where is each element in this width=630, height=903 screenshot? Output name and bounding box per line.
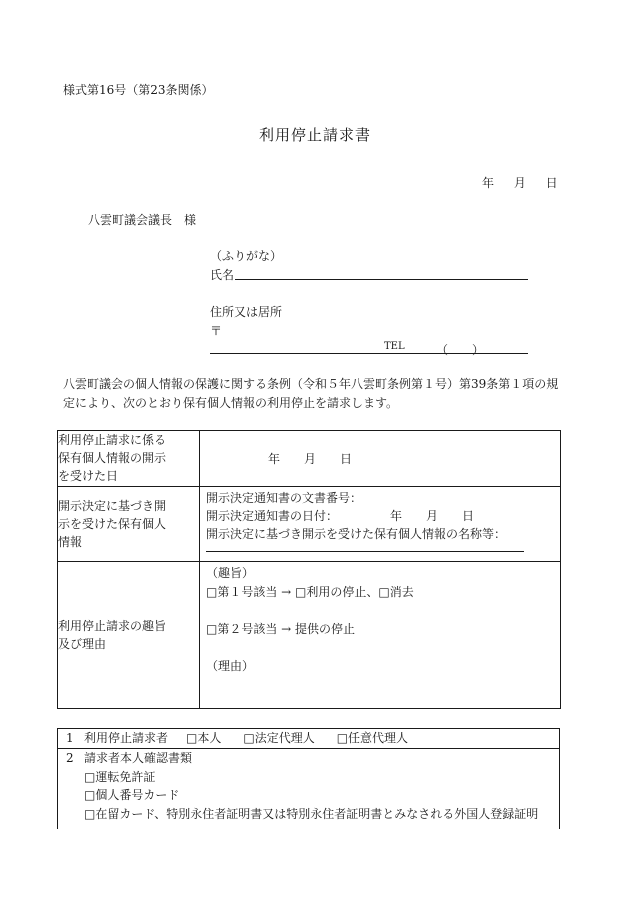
reason-label: （理由） bbox=[206, 659, 255, 673]
furigana-label: （ふりがな） bbox=[210, 249, 283, 263]
label-line: 保有個人情報の開示 bbox=[58, 451, 167, 465]
info-name-label: 開示決定に基づき開示を受けた保有個人情報の名称等： bbox=[206, 527, 507, 541]
address-line bbox=[210, 353, 528, 354]
option-item-2[interactable]: □第２号該当 → 提供の停止 bbox=[206, 622, 356, 636]
item-number: 1 bbox=[66, 731, 74, 745]
request-table bbox=[57, 430, 561, 709]
label-line: を受けた日 bbox=[58, 469, 119, 483]
date-line: 年 月 日 bbox=[482, 176, 558, 190]
option-item-1[interactable]: □第１号該当 → □利用の停止、□消去 bbox=[206, 585, 414, 599]
notice-date-ymd: 年 月 日 bbox=[390, 509, 475, 523]
notice-date-label: 開示決定通知書の日付： bbox=[206, 509, 339, 523]
disclosure-date-label bbox=[58, 431, 200, 487]
table-row bbox=[58, 487, 561, 562]
identity-doc-label: 請求者本人確認書類 bbox=[84, 751, 193, 765]
label-line: 示を受けた保有個人 bbox=[58, 517, 167, 531]
addressee: 八雲町議会議長 様 bbox=[88, 213, 197, 227]
table-row bbox=[58, 431, 561, 487]
label-line: 利用停止請求に係る bbox=[58, 433, 167, 447]
checkbox-my-number-card[interactable]: □個人番号カード bbox=[84, 788, 180, 802]
table-row bbox=[58, 749, 560, 830]
identity-doc-row bbox=[58, 749, 560, 830]
name-label: 氏名 bbox=[210, 268, 235, 282]
label-line: 及び理由 bbox=[58, 637, 107, 651]
form-number: 様式第16号（第23条関係） bbox=[63, 83, 214, 97]
checkbox-drivers-license[interactable]: □運転免許証 bbox=[84, 769, 156, 784]
tel-paren: （ ） bbox=[436, 343, 485, 357]
identity-doc-heading bbox=[66, 749, 559, 768]
label-line: 開示決定に基づき開 bbox=[58, 499, 167, 513]
label-line: 情報 bbox=[58, 535, 83, 549]
purpose-reason-field[interactable] bbox=[200, 562, 561, 709]
table-row bbox=[58, 729, 560, 749]
checkbox-residence-card[interactable]: □在留カード、特別永住者証明書又は特別永住者証明書とみなされる外国人登録証明 bbox=[84, 806, 539, 821]
address-label: 住所又は居所 bbox=[210, 305, 283, 319]
checkbox-self[interactable]: □本人 bbox=[186, 731, 222, 745]
info-name-line bbox=[206, 551, 524, 552]
disclosure-date-value: 年 月 日 bbox=[268, 452, 353, 466]
disclosed-info-field[interactable] bbox=[200, 487, 561, 562]
requester-info-table bbox=[57, 728, 560, 829]
purpose-label: （趣旨） bbox=[206, 566, 255, 580]
doc-number-label: 開示決定通知書の文書番号： bbox=[206, 491, 363, 505]
table-row bbox=[58, 562, 561, 709]
intro-text: 八雲町議会の個人情報の保護に関する条例（令和５年八雲町条例第１号）第39条第１項の規定により、次のとおり保有個人情報の利用停止を請求します。 bbox=[63, 377, 559, 410]
item-number: 2 bbox=[66, 751, 74, 765]
requester-type-label: 利用停止請求者 bbox=[84, 731, 169, 745]
name-line bbox=[235, 279, 528, 280]
requester-type-row bbox=[58, 729, 560, 749]
page-title: 利用停止請求書 bbox=[258, 126, 371, 144]
purpose-reason-label bbox=[58, 562, 200, 709]
tel-label: TEL bbox=[384, 341, 405, 352]
disclosure-date-field[interactable] bbox=[200, 431, 561, 487]
label-line: 利用停止請求の趣旨 bbox=[58, 619, 167, 633]
postal-mark: 〒 bbox=[210, 324, 223, 338]
checkbox-legal-agent[interactable]: □法定代理人 bbox=[243, 731, 315, 745]
checkbox-voluntary-agent[interactable]: □任意代理人 bbox=[336, 731, 409, 745]
disclosed-info-label bbox=[58, 487, 200, 562]
